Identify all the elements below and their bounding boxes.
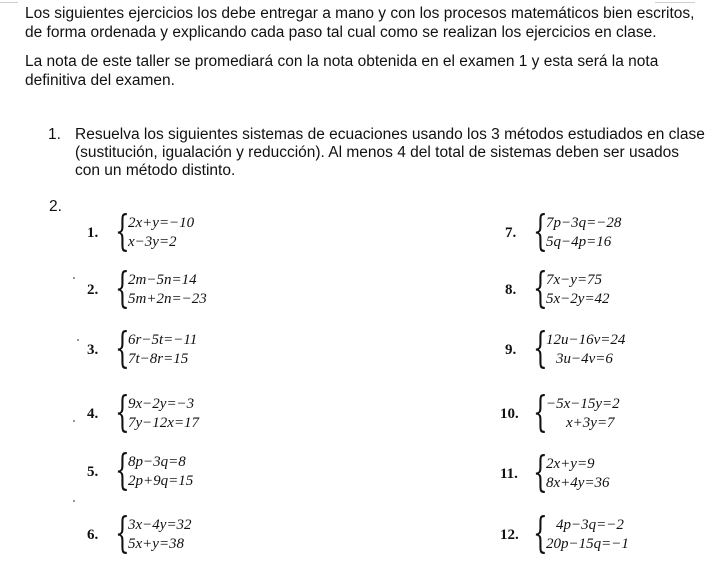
brace: { — [533, 263, 548, 312]
equation-2: 2p+9q=15 — [128, 473, 194, 489]
question-1-text: Resuelva los siguientes sistemas de ecuaciones usando los 3 métodos estudiados en clase (sustitución, igualación y reducción). Al menos 4 del total de sistemas deben ser usados con un método distinto. — [75, 126, 705, 179]
scan-speck — [73, 420, 75, 422]
system-number: 12. — [500, 526, 519, 543]
system-number: 1. — [87, 224, 99, 241]
equation-2: 8x+4y=36 — [546, 475, 610, 491]
instructions-paragraph-2: La nota de este taller se promediará con la nota obtenida en el examen 1 y esta será la nota definitiva del examen. — [25, 53, 659, 89]
equation-1: 3x−4y=32 — [128, 517, 192, 533]
brace: { — [115, 387, 130, 436]
scan-speck — [77, 339, 79, 341]
system-2 — [87, 263, 207, 312]
equation-1: −5x−15y=2 — [546, 396, 620, 412]
equation-1: 8p−3q=8 — [128, 454, 186, 470]
equation-2: 5x−2y=42 — [546, 291, 610, 307]
system-number: 9. — [505, 341, 517, 358]
instructions-paragraph-1: Los siguientes ejercicios los debe entregar a mano y con los procesos matemáticos bien escritos, de forma ordenada y explicando cada paso tal cual como se realizan los ejercicios en clase. — [25, 5, 695, 41]
system-number: 5. — [87, 463, 99, 480]
instructions — [25, 5, 695, 101]
system-number: 2. — [87, 281, 99, 298]
equation-1: 7p−3q=−28 — [546, 215, 622, 231]
equation-2: 3u−4v=6 — [556, 351, 613, 367]
scan-speck — [73, 500, 75, 502]
system-number: 10. — [500, 405, 519, 422]
system-3 — [87, 323, 198, 372]
scan-speck — [73, 277, 75, 279]
system-7 — [505, 206, 622, 255]
system-number: 7. — [505, 224, 517, 241]
system-10 — [500, 387, 620, 436]
system-number: 4. — [87, 405, 99, 422]
system-11 — [500, 447, 610, 496]
equation-2: x+3y=7 — [566, 415, 615, 431]
brace: { — [115, 508, 130, 557]
question-1 — [48, 126, 708, 180]
brace: { — [115, 206, 130, 255]
brace: { — [115, 323, 130, 372]
equation-2: 7y−12x=17 — [128, 415, 200, 431]
brace: { — [115, 263, 130, 312]
equation-1: 9x−2y=−3 — [128, 396, 195, 412]
equation-2: 20p−15q=−1 — [546, 536, 629, 552]
equation-2: 5x+y=38 — [128, 536, 185, 552]
brace: { — [533, 447, 548, 496]
brace: { — [533, 323, 548, 372]
equation-1: 12u−16v=24 — [546, 332, 626, 348]
equation-1: 4p−3q=−2 — [556, 517, 624, 533]
page-edge-left — [0, 2, 18, 3]
system-12 — [500, 508, 629, 557]
system-number: 11. — [500, 465, 518, 482]
system-6 — [87, 508, 192, 557]
equation-2: 7t−8r=15 — [128, 351, 189, 367]
equation-1: 2x+y=−10 — [128, 215, 195, 231]
brace: { — [533, 508, 548, 557]
system-4 — [87, 387, 200, 436]
equation-2: 5q−4p=16 — [546, 234, 612, 250]
system-number: 8. — [505, 281, 517, 298]
brace: { — [533, 206, 548, 255]
system-1 — [87, 206, 195, 255]
question-2-number: 2. — [49, 198, 62, 215]
question-1-number: 1. — [48, 126, 61, 143]
equation-1: 6r−5t=−11 — [128, 332, 198, 348]
equation-1: 2x+y=9 — [546, 456, 595, 472]
equation-1: 7x−y=75 — [546, 272, 603, 288]
system-number: 3. — [87, 341, 99, 358]
system-9 — [505, 323, 626, 372]
page-edge-right — [655, 2, 695, 3]
brace: { — [533, 387, 548, 436]
equation-2: 5m+2n=−23 — [128, 291, 207, 307]
system-8 — [505, 263, 610, 312]
equation-2: x−3y=2 — [128, 234, 177, 250]
system-number: 6. — [87, 526, 99, 543]
brace: { — [115, 445, 130, 494]
system-5 — [87, 445, 194, 494]
equation-1: 2m−5n=14 — [128, 272, 197, 288]
